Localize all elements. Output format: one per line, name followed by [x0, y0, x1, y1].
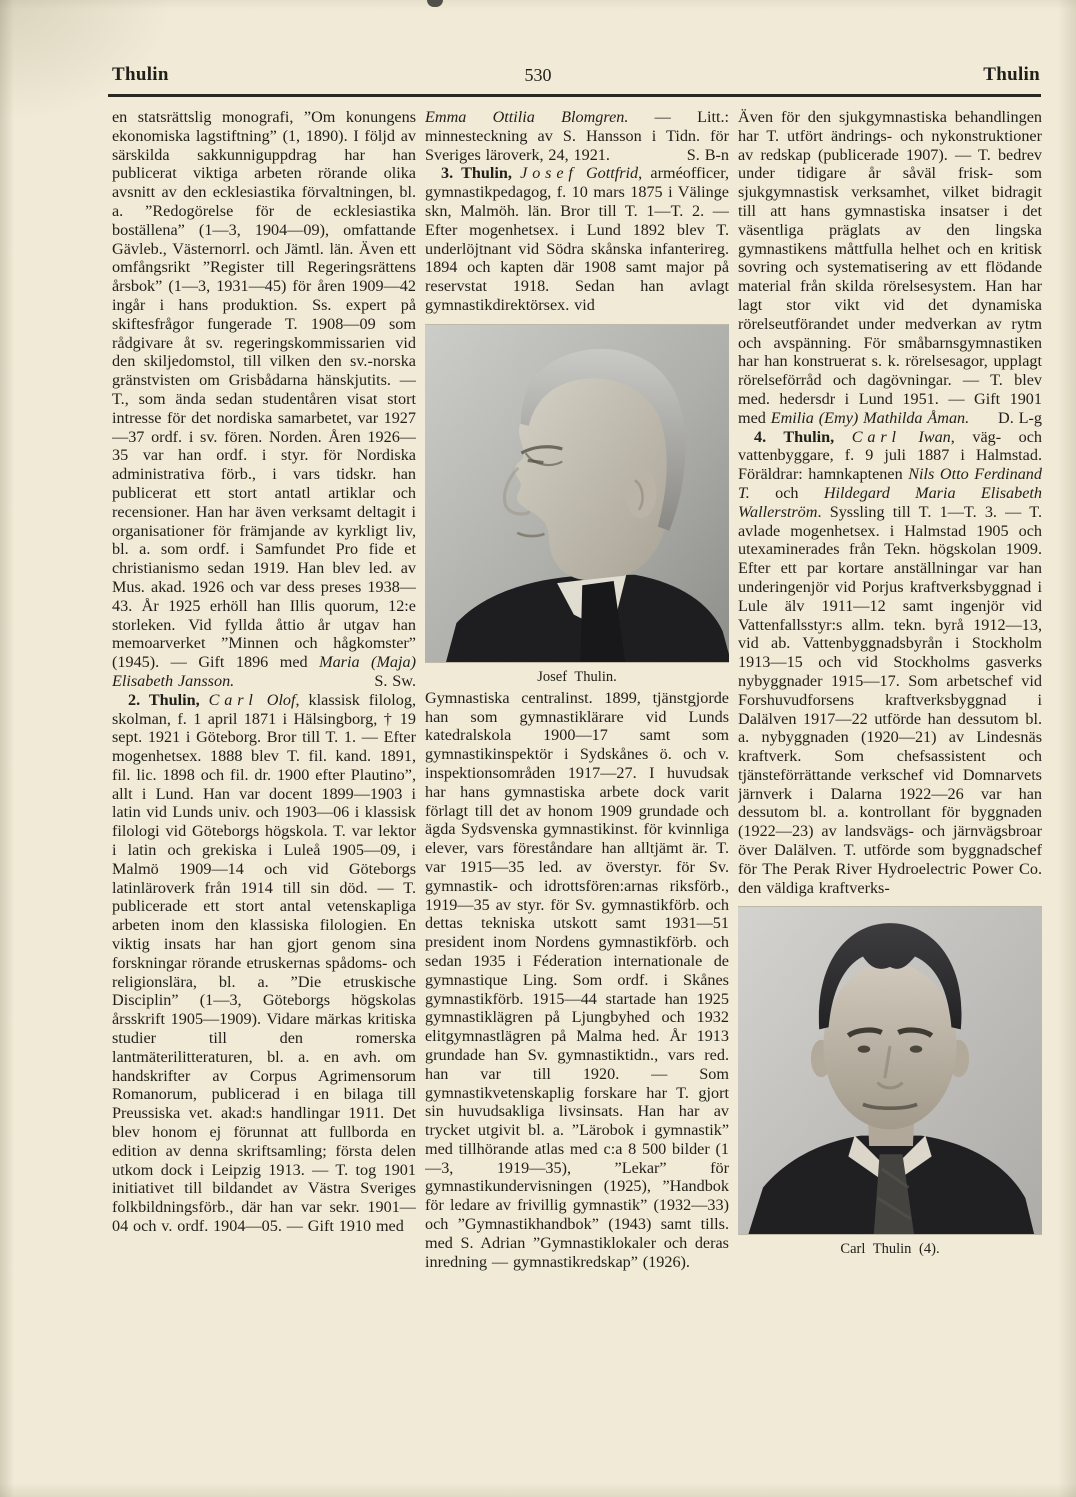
text-segment: Hildegard Maria Elisabeth Wallerström	[738, 483, 1042, 521]
text-segment: — Litt.: minnesteckning av S. Hansson i Tidn. för Sveriges läroverk, 24, 1921.	[425, 108, 729, 164]
entry-2-litt-continuation	[425, 108, 729, 164]
text-segment: Olof	[257, 690, 296, 709]
entry-2-carl-olof-thulin	[112, 691, 416, 1236]
photo-caption-josef: Josef Thulin.	[537, 668, 617, 685]
portrait-figure-carl-thulin	[738, 907, 1042, 1259]
author-signature: S. Sw.	[374, 671, 416, 690]
carl-thulin-photo	[738, 907, 1042, 1234]
text-segment: , klassisk filolog, skolman, f. 1 april 1871 i Hälsingborg, † 19 sept. 1921 i Göteborg. Bror till T. 1. — Efter mogenhetsex. 1888 blev T. fil. kand. 1891, fil. lic. 1898 och fil. dr. 1900 efter Plautino”, allt i Lund. Han var docent 1899—1903 i latin vid Lunds univ. och 1903—06 i klassisk filologi vid Göteborgs högskola. T. var lektor i latin och grekiska i Luleå 1905—09, i Malmö 1909—14 och vid Göteborgs latinläroverk från 1914 till sin död. — T. publicerade ett stort antal vetenskapliga arbeten inom den klassiska filologien. En viktig insats har han gjort genom sina forskningar rörande etruskernas spådoms- och religionslära, bl. a. ”Die etruskische Disciplin” (1—3, Göteborgs högskolas årsskrift 1905—1909). Vidare märkas kritiska studier till den romerska lantmäterilitteraturen, bl. a. en avh. om handskrifter av Corpus Agrimensorum Romanorum, publicerad i en bilaga till Preussiska vet. akad:s handlingar 1911. Det blev honom ej förunnat att fullborda en edition av denna skriftsamling; första delen utkom dock i Leipzig 1913. — T. tog 1901 initiativet till bildandet av Västra Sveriges folkbildningsförb., där han var sekr. 1901—04 och v. ordf. 1904—05. — Gift 1910 med	[112, 690, 416, 1236]
text-columns	[112, 108, 1042, 1450]
text-segment: Nils Otto Ferdinand T.	[738, 465, 1042, 502]
entry-3-continuation	[425, 689, 729, 1272]
column-right	[738, 108, 1042, 1450]
text-segment: Emilia (Emy) Mathilda Åman.	[770, 408, 970, 427]
photo-caption-carl: Carl Thulin (4).	[840, 1241, 940, 1258]
josef-portrait-illustration	[425, 325, 729, 662]
author-signature: D. L-g	[998, 408, 1042, 427]
carl-portrait-illustration	[738, 907, 1042, 1234]
entry-1-continuation	[112, 108, 416, 691]
running-head-left: Thulin	[112, 64, 169, 85]
text-segment: och	[749, 483, 824, 502]
running-head-right: Thulin	[983, 64, 1040, 85]
entry-4-carl-iwan-thulin	[738, 428, 1042, 898]
text-segment: en statsrättslig monografi, ”Om konungens ekonomiska lagstiftning” (1, 1890). I följd av särskilda sakkunniguppdrag har han publicerat viktiga arbeten rörande olika avsnitt av den ecklesiastika förvaltningen, bl. a. ”Redogörelse för de ecklesiastika boställena” (1—3, 1904—09), omfattande Gävleb., Västernorrl. och Jämtl. län. Även ett omfångsrikt ”Register till Regeringsrättens årsbok” (1—3, 1931—45) för åren 1909—42 ingår i hans produktion. Ss. expert på skiftesfrågor fungerade T. 1908—09 som rådgivare åt sv. regeringskommissarien vid den skiljedomstol, till vilken den sv.-norska gränstvisten om Grisbådarna hänskjutits. — T., som ända sedan studentåren visat stort intresse för det nordiska samarbetet, var 1927—37 ordf. i sv. fören. Norden. Åren 1926—35 var han ordf. i styr. för Nordiska administrativa förb., i vars tidskr. han publicerat ett stort antatl artiklar och recensioner. Han har även verksamt deltagit i organisationer för främjande av kyrkligt liv, bl. a. som ordf. i Samfundet Pro fide et christianismo sedan 1919. Han blev led. av Mus. akad. 1926 och var dess preses 1938—43. År 1925 erhöll han Illis quorum, 12:e storleken. Vid fyllda åttio år utgav han memoarverket ”Minnen och hågkomster” (1945). — Gift 1896 med	[112, 108, 416, 672]
portrait-figure-josef-thulin	[425, 325, 729, 687]
column-left	[112, 108, 416, 1450]
entry-3-continuation-2	[738, 108, 1042, 428]
text-segment: . Syssling till T. 1—T. 3. — T. avlade mogenhetsex. i Halmstad 1905 och utexaminerades från Tekn. högskolan 1909. Efter ett par kortare anställningar var han underingenjör vid Porjus kraftverksbyggnad i Lule älv 1911—12 samt ingenjör vid Vattenfallsstyr:s allm. tekn. byrå 1912—13, vid ab. Vattenbyggnadsbyrån i Stockholm 1913—15 och vid Stockholms gasverks nybyggnader 1915—17. Som arbetschef vid Forshuvudforsens kraftverksbyggnad i Dalälven 1917—22 utförde han dessutom bl. a. nybyggnaden (1920—21) av Lindesnäs kraftverk. Som chefsassistent och tjänsteförrättande verkschef vid Domnarvets järnverk i Dalarna 1922—26 var han dessutom bl. a. kontrollant för byggnaden (1922—23) av landsvägs- och järnvägsbroar över Dalälven. T. utförde som byggnadschef för The Perak River Hydroelectric Power Co. den väldiga kraftverks-	[738, 502, 1042, 897]
text-segment: Josef	[520, 164, 578, 183]
text-segment: Iwan	[900, 427, 951, 446]
text-segment: 2. Thulin,	[128, 690, 209, 709]
text-segment: 3. Thulin,	[441, 164, 521, 183]
josef-thulin-photo	[425, 325, 729, 662]
author-signature: S. B-n	[686, 145, 729, 164]
text-segment: Carl	[851, 427, 901, 446]
text-segment: 4. Thulin,	[754, 427, 852, 446]
text-segment: Maria (Maja) Elisabeth Jansson.	[112, 653, 416, 690]
text-segment: , arméofficer, gymnastikpedagog, f. 10 mars 1875 i Välinge skn, Malmöh. län. Bror till T. 1—T. 2. — Efter mogenhetsex. i Lund 1892 blev T. underlöjtnant vid Södra skånska infanterireg. 1894 och kapten där 1908 samt major på reservstat 1918. Sedan han avlagt gymnastikdirektörsex. vid	[425, 164, 729, 314]
header-rule	[108, 94, 1041, 97]
text-segment: Emma Ottilia Blomgren.	[425, 108, 629, 126]
text-segment: Gymnastiska centralinst. 1899, tjänstgjorde han som gymnastiklärare vid Lunds katedralskola 1900—17 samt som gymnastikinspektör i Sydskånes ö. och v. inspektionsområden 1917—27. I huvudsak har hans gymnastiska arbete dock varit förlagt till det av honom 1909 grundade och ägda Sydsvenska gymnastikinst. för kvinnliga elever, vars föreståndare han alltjämt är. T. var 1915—35 led. av överstyr. för Sv. gymnastik- och idrottsfören:arnas riksförb., 1919—35 av styr. för Sv. gymnastikförb. och dettas tekniska utskott samt 1931—51 president inom Nordens gymnastikförb. och sedan 1935 i Féderation internationale de gymnastique Ling. Som ordf. i Skånes gymnastikförb. 1915—44 startade han 1925 gymnastiklägren på Ljungbyhed och 1932 elitgymnastlägren på Malma hed. År 1913 grundade han Sv. gymnastiktidn., vars red. han var till 1920. — Som gymnastikvetenskaplig forskare har T. gjort sin huvudsakliga livsinsats. Han har av trycket utgivit bl. a. ”Lärobok i gymnastik” med tillhörande atlas med c:a 8 500 bilder (1—3, 1919—35), ”Lekar” för gymnastikundervisningen (1925), ”Handbok för ledare av frivillig gymnastik” (1932—33) och ”Gymnastikhandbok” (1943) samt tills. med S. Adrian ”Gymnastiklokaler och deras inredning — gymnastikredskap” (1926).	[425, 688, 729, 1271]
text-segment: , väg- och vattenbyggare, f. 9 juli 1887 i Halmstad. Föräldrar: hamnkaptenen	[738, 427, 1042, 484]
entry-3-josef-gottfrid-thulin	[425, 164, 729, 314]
scan-artifact	[427, 0, 443, 7]
text-segment: Carl	[208, 690, 258, 709]
column-middle	[425, 108, 729, 1450]
text-segment: Även för den sjukgymnastiska behandlingen har T. utfört ändrings- och nykonstruktioner av redskap (publicerade 1907). — T. bedrev under tidigare år såväl frisk- som sjukgymnastisk verksamhet, vilket bidragit till att hans gymnastiska insatser i det väsentliga präglats av den lingska gymnastikens måttfulla helhet och en kritisk sovring och systematisering av ett flödande material från skilda rörelsesystem. Han har lagt stor vikt vid det dynamiska rörelseutförandet under medverkan av rytm och avspänning. För småbarnsgymnastiken har han konstruerat s. k. rörelsesagor, upplagt rörelseförråd och dagövningar. — T. blev med. hedersdr i Lund 1951. — Gift 1901 med	[738, 108, 1042, 427]
page-number: 530	[524, 65, 552, 85]
text-segment: Gottfrid	[577, 164, 639, 183]
